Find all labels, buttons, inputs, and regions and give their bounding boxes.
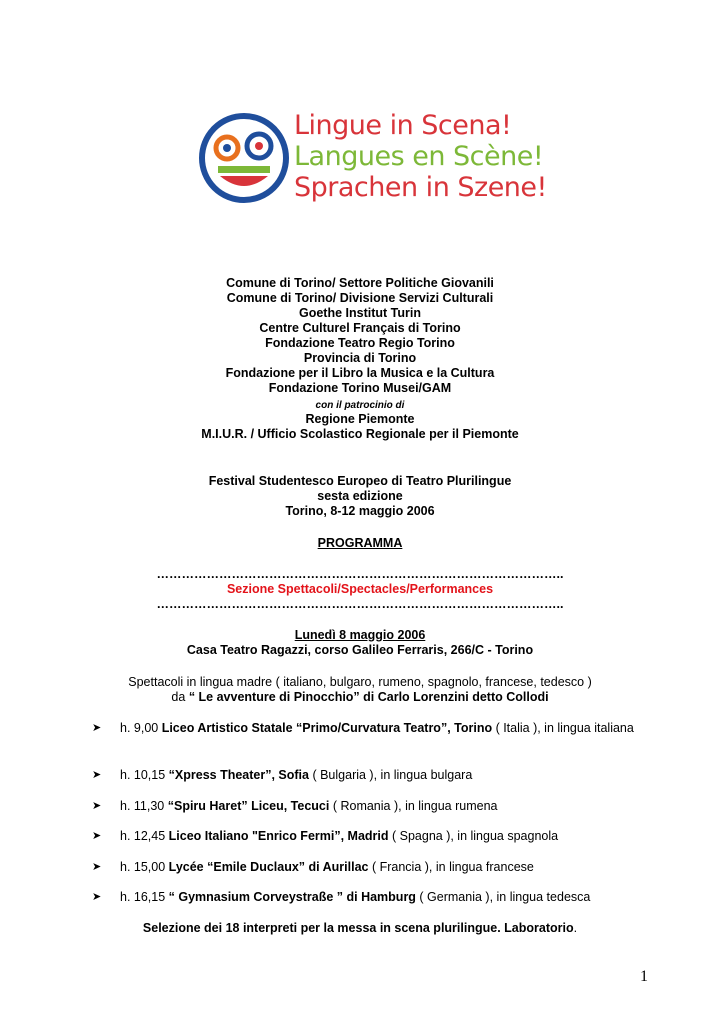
logo-line-italian: Lingue in Scena! (294, 110, 512, 141)
festival-edition: sesta edizione (317, 489, 403, 503)
list-item (92, 768, 652, 783)
logo-line-french: Langues en Scène! (294, 141, 544, 172)
schedule-group: Lycée “Emile Duclaux” di Aurillac (168, 860, 369, 874)
organizer-line: Fondazione Torino Musei/GAM (268, 381, 452, 395)
intro-line-1: Spettacoli in lingua madre ( italiano, bulgaro, rumeno, spagnolo, francese, tedesco ) (128, 675, 592, 689)
organizer-line: Provincia di Torino (303, 351, 417, 365)
arrow-bullet-icon: ➤ (92, 891, 102, 903)
closing-tail: . (573, 921, 578, 935)
schedule-group: “ Gymnasium Corveystraße ” di Hamburg (168, 890, 416, 904)
organizer-line: Comune di Torino/ Divisione Servizi Culturali (226, 291, 494, 305)
festival-logo (198, 108, 547, 208)
arrow-bullet-icon: ➤ (92, 722, 102, 734)
patronage-note: con il patrocinio di (315, 400, 405, 411)
schedule-time: h. 10,15 (120, 768, 169, 782)
schedule-details: ( Italia ), in lingua italiana (492, 721, 634, 735)
list-item (92, 721, 652, 736)
patron-line: M.I.U.R. / Ufficio Scolastico Regionale per il Piemonte (201, 427, 519, 441)
schedule-details: ( Francia ), in lingua francese (368, 860, 534, 874)
day-header (100, 628, 620, 658)
organizer-line: Comune di Torino/ Settore Politiche Giovanili (226, 276, 494, 290)
list-item (92, 860, 652, 875)
schedule-details: ( Germania ), in lingua tedesca (415, 890, 591, 904)
arrow-bullet-icon: ➤ (92, 769, 102, 781)
festival-name: Festival Studentesco Europeo di Teatro Plurilingue (208, 474, 512, 488)
festival-info (100, 474, 620, 519)
patrons-list (100, 412, 620, 442)
schedule-group: “Spiru Haret” Liceu, Tecuci (167, 799, 330, 813)
intro-line-2 (100, 690, 620, 705)
organizer-line: Fondazione Teatro Regio Torino (265, 336, 455, 350)
organizer-line: Goethe Institut Turin (299, 306, 421, 320)
patron-line: Regione Piemonte (305, 412, 415, 426)
logo-line-german: Sprachen in Szene! (294, 172, 547, 203)
organizer-line: Fondazione per il Libro la Musica e la Cultura (225, 366, 495, 380)
schedule-group: “Xpress Theater”, Sofia (168, 768, 309, 782)
logo-wordmark (294, 110, 547, 203)
page-number: 1 (640, 968, 648, 985)
dots-divider-top: …………………………………………………………………………………….. (156, 567, 564, 581)
schedule-group: Liceo Italiano "Enrico Fermi”, Madrid (168, 829, 389, 843)
schedule-group: Liceo Artistico Statale “Primo/Curvatura Teatro”, Torino (161, 721, 493, 735)
schedule-time: h. 12,45 (120, 829, 169, 843)
arrow-bullet-icon: ➤ (92, 800, 102, 812)
closing-bold: Selezione dei 18 interpreti per la messa in scena plurilingue. Laboratorio (142, 921, 574, 935)
schedule-details: ( Romania ), in lingua rumena (329, 799, 498, 813)
intro-work-title: “ Le avventure di Pinocchio” di Carlo Lorenzini detto Collodi (188, 690, 549, 704)
list-item (92, 829, 652, 844)
day-date: Lunedì 8 maggio 2006 (294, 628, 426, 642)
arrow-bullet-icon: ➤ (92, 861, 102, 873)
festival-dates: Torino, 8-12 maggio 2006 (285, 504, 435, 518)
list-item (92, 890, 652, 905)
dots-divider-bottom: …………………………………………………………………………………….. (156, 597, 564, 611)
schedule-time: h. 15,00 (120, 860, 169, 874)
schedule-time: h. 16,15 (120, 890, 169, 904)
organizer-line: Centre Culturel Français di Torino (259, 321, 461, 335)
masks-logo-icon (198, 112, 290, 204)
schedule-details: ( Bulgaria ), in lingua bulgara (308, 768, 473, 782)
day-venue: Casa Teatro Ragazzi, corso Galileo Ferraris, 266/C - Torino (186, 643, 534, 657)
list-item (92, 799, 652, 814)
programma-heading: PROGRAMMA (317, 536, 403, 550)
organizers-list (100, 276, 620, 396)
schedule-time: h. 11,30 (120, 799, 168, 813)
section-title: Sezione Spettacoli/Spectacles/Performances (226, 582, 494, 596)
closing-note (100, 921, 620, 936)
schedule-time: h. 9,00 (120, 721, 162, 735)
intro-prefix: da (171, 690, 189, 704)
program-intro (100, 675, 620, 705)
schedule-details: ( Spagna ), in lingua spagnola (388, 829, 559, 843)
arrow-bullet-icon: ➤ (92, 830, 102, 842)
